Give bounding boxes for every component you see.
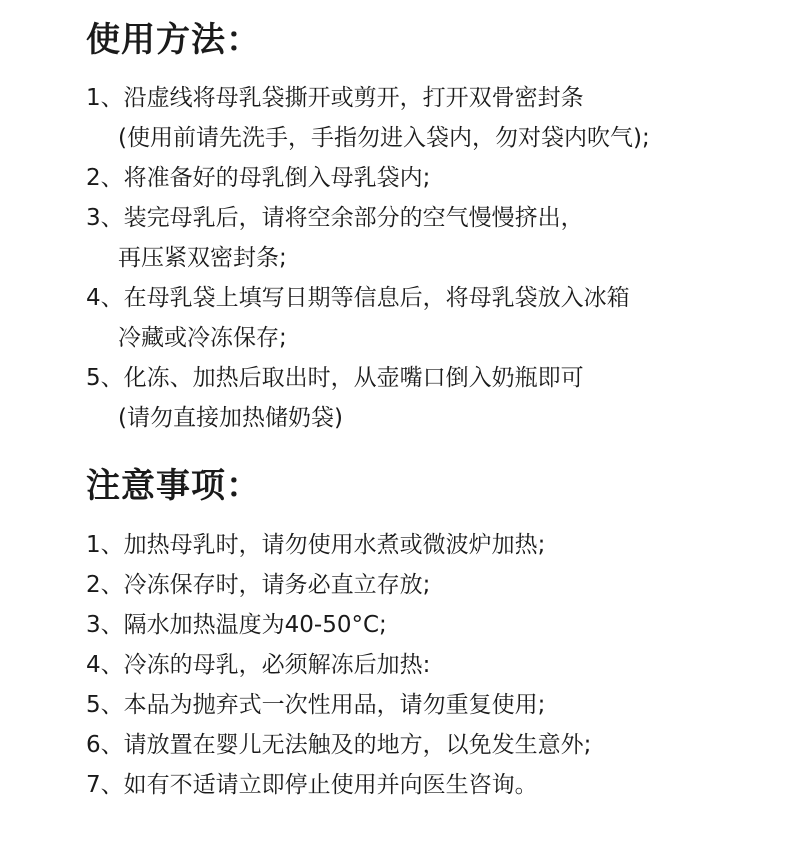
usage-step-4-cont: 冷藏或冷冻保存; [118,325,287,351]
usage-step-4: 4、在母乳袋上填写日期等信息后，将母乳袋放入冰箱 [86,285,630,311]
note-item-3: 3、隔水加热温度为40-50°C; [86,612,387,638]
notes-heading: 注意事项： [86,466,261,506]
usage-step-5-note: (请勿直接加热储奶袋) [118,405,343,431]
note-item-5: 5、本品为抛弃式一次性用品，请勿重复使用; [86,692,546,718]
note-item-1: 1、加热母乳时，请勿使用水煮或微波炉加热; [86,532,546,558]
usage-step-1: 1、沿虚线将母乳袋撕开或剪开，打开双骨密封条 [86,85,584,111]
usage-step-2: 2、将准备好的母乳倒入母乳袋内; [86,165,431,191]
usage-step-3: 3、装完母乳后，请将空余部分的空气慢慢挤出， [86,205,584,231]
note-item-7: 7、如有不适请立即停止使用并向医生咨询。 [86,772,538,798]
usage-step-3-cont: 再压紧双密封条; [118,245,287,271]
usage-step-5: 5、化冻、加热后取出时，从壶嘴口倒入奶瓶即可 [86,365,584,391]
note-item-2: 2、冷冻保存时，请务必直立存放; [86,572,431,598]
usage-step-1-note: (使用前请先洗手，手指勿进入袋内，勿对袋内吹气); [118,125,650,151]
note-item-6: 6、请放置在婴儿无法触及的地方，以免发生意外; [86,732,592,758]
note-item-4: 4、冷冻的母乳，必须解冻后加热: [86,652,431,678]
usage-heading: 使用方法： [86,20,261,60]
